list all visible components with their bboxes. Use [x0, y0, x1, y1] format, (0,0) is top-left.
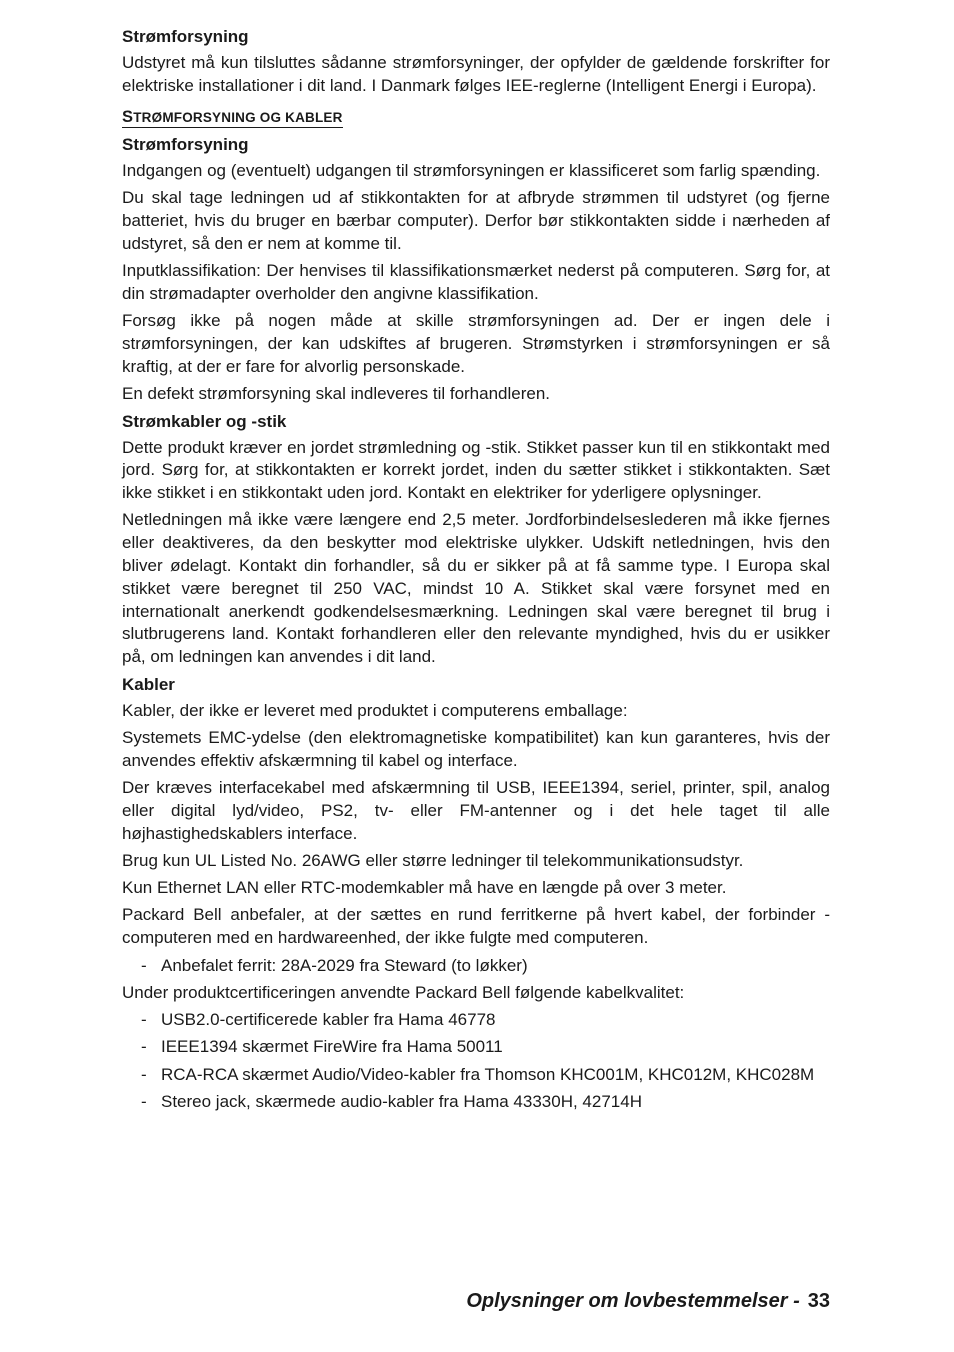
paragraph: Inputklassifikation: Der henvises til klassifikationsmærket nederst på computeren. Sørg for, at din strømadapter overholder den angivne klassifikation.: [122, 261, 830, 304]
paragraph: Packard Bell anbefaler, at der sættes en rund ferritkerne på hvert kabel, der forbinder -computeren med en hardwareenhed, der ikke fulgte med computeren.: [122, 905, 830, 948]
paragraph: Udstyret må kun tilsluttes sådanne strømforsyninger, der opfylder de gældende forskrifter for elektriske installationer i dit land. I Danmark følges IEE-reglerne (Intelligent Energi i Europa).: [122, 53, 830, 95]
section-heading: Strømforsyning: [122, 135, 249, 155]
paragraph: Netledningen må ikke være længere end 2,5 meter. Jordforbindelseslederen må ikke fjernes eller deaktiveres, da den beskytter mod elektriske ulykker. Udskift netledningen, hvis den bliver ødelagt. Kontakt din forhandler, så du er sikker på at få samme type. I Europa skal stikket være beregnet til 250 VAC, mindst 10 A. Stikket skal være forsynet med en internationalt anerkendt godkendelsesmærkning. Ledningen skal være beregnet til brug i slutbrugerens land. Kontakt forhandleren eller den relevante myndighed, hvis du er usikker på, om ledningen kan anvendes i dit land.: [122, 510, 830, 667]
paragraph: En defekt strømforsyning skal indleveres til forhandleren.: [122, 384, 551, 404]
subsection-title-rest: TRØMFORSYNING OG KABLER: [133, 110, 343, 126]
dash-bullet: -: [141, 1091, 147, 1111]
paragraph: Dette produkt kræver en jordet strømledning og -stik. Stikket passer kun til en stikkontakt med jord. Sørg for, at stikkontakten er korrekt jordet, inden du sætter stikket i stikkontakten. Sæt ikke stikket i en stikkontakt uden jord. Kontakt en elektriker for yderligere oplysninger.: [122, 437, 830, 503]
ferrite-list: [122, 955, 830, 978]
paragraph: Under produktcertificeringen anvendte Packard Bell følgende kabelkvalitet:: [122, 982, 685, 1002]
footer-title: Oplysninger om lovbestemmelser -: [466, 1290, 800, 1312]
dash-bullet: -: [141, 1037, 147, 1057]
section-heading: Strømkabler og -stik: [122, 411, 287, 431]
page-number: 33: [807, 1290, 830, 1312]
dash-bullet: -: [141, 1064, 147, 1084]
list-item: - IEEE1394 skærmet FireWire fra Hama 50011: [122, 1036, 830, 1059]
dash-bullet: -: [141, 1010, 147, 1030]
paragraph: Systemets EMC-ydelse (den elektromagnetiske kompatibilitet) kan kun garanteres, hvis der anvendes effektiv afskærmning til kabel og interface.: [122, 727, 830, 770]
paragraph: Kun Ethernet LAN eller RTC-modemkabler må have en længde på over 3 meter.: [122, 878, 727, 898]
paragraph: Forsøg ikke på nogen måde at skille strømforsyningen ad. Der er ingen dele i strømforsyningen, der kan udskiftes af brugeren. Strømstyrken i strømforsyningen er så kraftig, at der er fare for alvorlig personskade.: [122, 311, 830, 376]
list-item: - Stereo jack, skærmede audio-kabler fra Hama 43330H, 42714H: [122, 1091, 830, 1114]
dash-bullet: -: [141, 955, 147, 975]
paragraph: Brug kun UL Listed No. 26AWG eller større ledninger til telekommunikationsudstyr.: [122, 850, 744, 870]
list-item: - RCA-RCA skærmet Audio/Video-kabler fra Thomson KHC001M, KHC012M, KHC028M: [122, 1064, 830, 1087]
list-item: - Anbefalet ferrit: 28A-2029 fra Steward (to løkker): [122, 955, 830, 978]
section-heading: Kabler: [122, 674, 175, 694]
section-heading: Strømforsyning: [122, 27, 249, 46]
page-footer: [466, 1290, 830, 1313]
cable-list: [122, 1009, 830, 1114]
subsection-title: [122, 109, 343, 128]
document-body: [122, 26, 830, 1118]
paragraph: Du skal tage ledningen ud af stikkontakten for at afbryde strømmen til udstyret (og fjerne batteriet, hvis du bruger en bærbar computer). Derfor bør stikkontakten sidde i nærheden af udstyret, så den er nem at komme til.: [122, 188, 830, 253]
subsection-title-initial: S: [122, 108, 134, 127]
paragraph: Kabler, der ikke er leveret med produktet i computerens emballage:: [122, 700, 628, 720]
paragraph: Der kræves interfacekabel med afskærmning til USB, IEEE1394, seriel, printer, spil, analog eller digital lyd/video, PS2, tv- eller FM-antenner og i det hele taget til alle højhastighedskablers interface.: [122, 777, 830, 843]
list-item: - USB2.0-certificerede kabler fra Hama 46778: [122, 1009, 830, 1032]
paragraph: Indgangen og (eventuelt) udgangen til strømforsyningen er klassificeret som farlig spænding.: [122, 161, 821, 181]
